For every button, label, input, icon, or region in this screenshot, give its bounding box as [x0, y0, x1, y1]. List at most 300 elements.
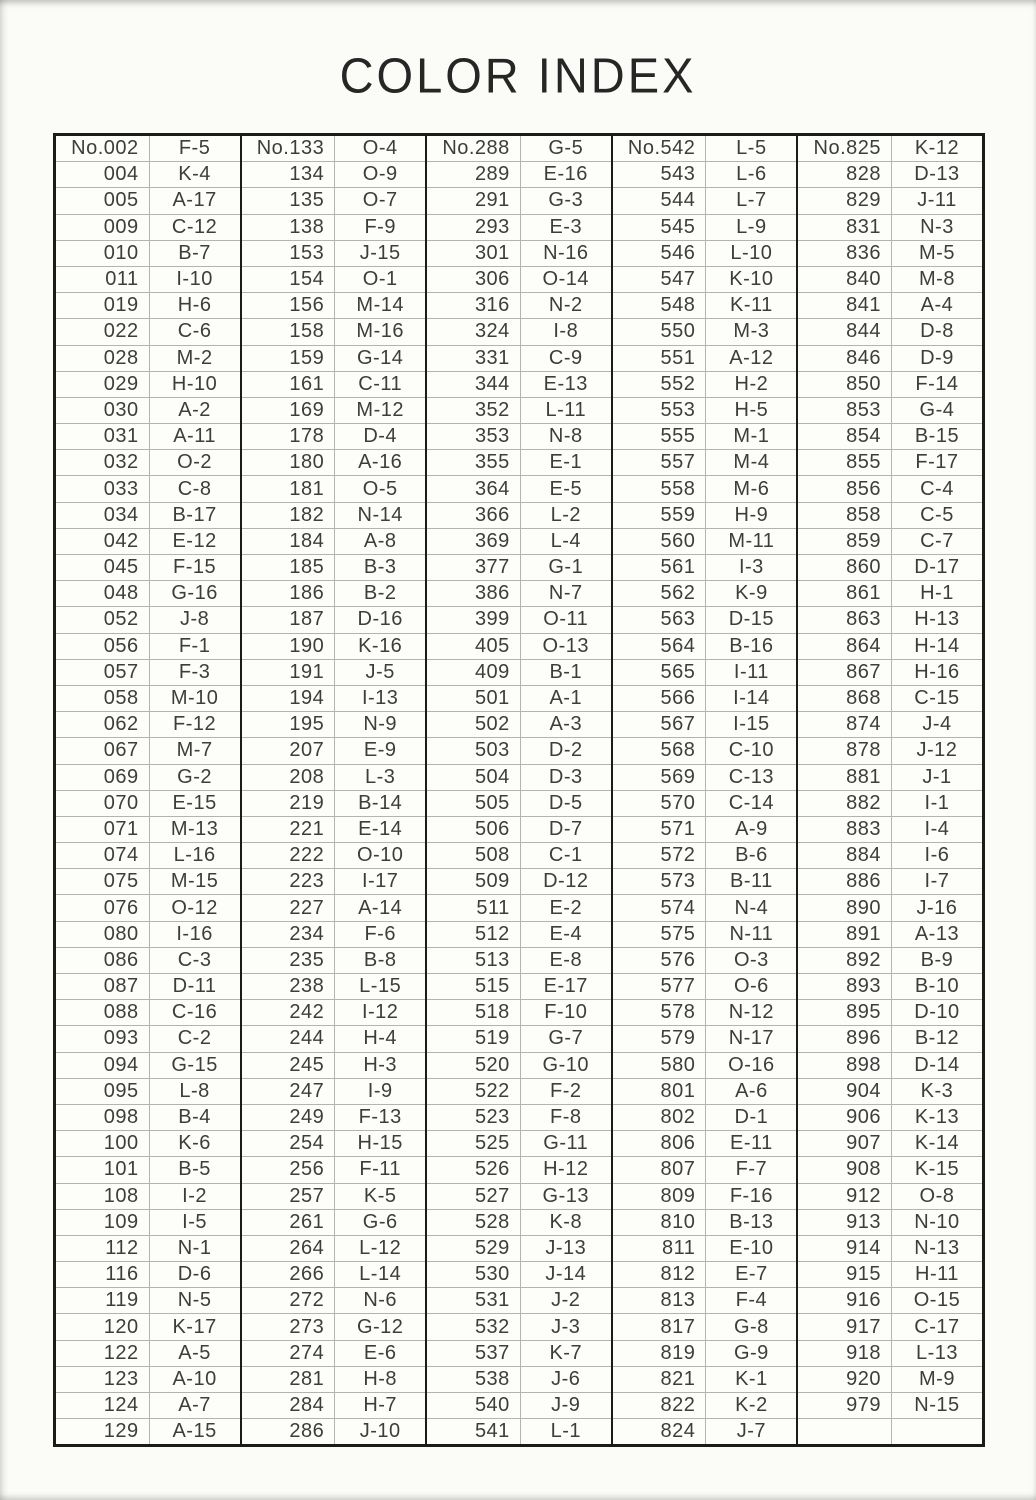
color-number-cell: 234: [242, 922, 336, 947]
table-row: [427, 371, 611, 397]
table-row: [242, 318, 426, 344]
color-number-cell: 028: [56, 346, 150, 371]
color-number-cell: 158: [242, 319, 336, 344]
grid-position-cell: H-14: [914, 634, 960, 657]
color-number-cell: 913: [798, 1210, 892, 1235]
color-number-cell: 515: [427, 974, 521, 999]
color-number-cell: 076: [56, 895, 150, 920]
grid-position-cell: L-3: [364, 765, 396, 788]
color-number-cell: 553: [613, 398, 707, 423]
color-number-cell: 100: [56, 1131, 150, 1156]
color-number-cell: 860: [798, 555, 892, 580]
table-row: [242, 633, 426, 659]
grid-position-cell: O-3: [733, 948, 769, 971]
grid-position-cell: A-13: [914, 922, 960, 945]
color-number-cell: 291: [427, 188, 521, 213]
table-row: [613, 1156, 797, 1182]
grid-position-cell: F-10: [544, 1001, 588, 1024]
table-row: [613, 136, 797, 161]
color-number-cell: 109: [56, 1210, 150, 1235]
grid-position-cell: N-17: [728, 1027, 775, 1050]
color-number-cell: 048: [56, 581, 150, 606]
grid-position-cell: G-13: [542, 1184, 590, 1207]
grid-position-cell: F-11: [359, 1158, 402, 1181]
color-number-cell: 891: [798, 922, 892, 947]
table-row: [613, 449, 797, 475]
grid-position-cell: I-10: [176, 268, 213, 291]
grid-position-cell: K-8: [549, 1210, 583, 1233]
color-number-cell: 863: [798, 607, 892, 632]
color-number-cell: 344: [427, 372, 521, 397]
table-row: [56, 973, 240, 999]
color-number-cell: 194: [242, 686, 336, 711]
color-number-cell: 543: [613, 162, 707, 187]
color-number-cell: 221: [242, 817, 336, 842]
grid-position-cell: G-7: [548, 1027, 584, 1050]
color-number-cell: 878: [798, 738, 892, 763]
table-row: [56, 1209, 240, 1235]
grid-position-cell: M-8: [919, 268, 955, 291]
grid-position-cell: A-14: [358, 896, 403, 919]
grid-position-cell: B-9: [920, 948, 954, 971]
table-row: [427, 187, 611, 213]
grid-position-cell: L-16: [173, 844, 216, 867]
color-number-cell: 399: [427, 607, 521, 632]
color-number-cell: 858: [798, 503, 892, 528]
color-number-cell: 916: [798, 1288, 892, 1313]
color-number-cell: 190: [242, 634, 336, 659]
table-row: [242, 1156, 426, 1182]
color-number-cell: 095: [56, 1079, 150, 1104]
grid-position-cell: L-2: [550, 503, 581, 526]
table-row: [798, 423, 982, 449]
color-number-cell: 567: [613, 712, 707, 737]
grid-position-cell: M-15: [170, 870, 219, 893]
grid-position-cell: F-15: [173, 556, 217, 579]
table-row: [56, 947, 240, 973]
table-row: [56, 606, 240, 632]
table-row: [242, 528, 426, 554]
table-row: [613, 816, 797, 842]
table-row: [613, 1209, 797, 1235]
table-row: [427, 528, 611, 554]
table-row: [56, 449, 240, 475]
grid-position-cell: K-12: [914, 137, 960, 160]
color-number-cell: 186: [242, 581, 336, 606]
color-number-cell: 056: [56, 634, 150, 659]
table-row: [242, 659, 426, 685]
grid-position-cell: K-4: [178, 163, 211, 186]
table-row: [56, 999, 240, 1025]
grid-position-cell: F-8: [550, 1106, 582, 1129]
table-row: [242, 1183, 426, 1209]
table-row: [613, 1418, 797, 1444]
table-row: [242, 711, 426, 737]
grid-position-cell: J-11: [917, 189, 957, 212]
grid-position-cell: C-5: [920, 503, 954, 526]
table-row: [613, 1025, 797, 1051]
grid-position-cell: K-13: [914, 1106, 960, 1129]
color-number-cell: 573: [613, 869, 707, 894]
grid-position-cell: A-8: [363, 529, 397, 552]
grid-position-cell: I-8: [553, 320, 579, 343]
grid-position-cell: B-6: [735, 844, 768, 867]
table-row: [242, 1052, 426, 1078]
grid-position-cell: M-7: [176, 739, 213, 762]
color-index-table: [53, 133, 985, 1447]
color-number-cell: 979: [798, 1393, 892, 1418]
table-row: [613, 266, 797, 292]
grid-position-cell: C-17: [914, 1315, 960, 1338]
color-number-cell: 191: [242, 660, 336, 685]
grid-position-cell: A-16: [358, 451, 403, 474]
grid-position-cell: E-11: [730, 1132, 773, 1155]
grid-position-cell: A-6: [735, 1079, 768, 1102]
color-number-cell: 868: [798, 686, 892, 711]
grid-position-cell: C-8: [177, 477, 212, 500]
color-number-cell: 129: [56, 1419, 150, 1444]
grid-position-cell: A-9: [735, 817, 768, 840]
color-number-cell: 853: [798, 398, 892, 423]
table-row: [56, 1235, 240, 1261]
grid-position-cell: L-11: [545, 398, 587, 421]
table-row: [56, 1287, 240, 1313]
table-row: [613, 685, 797, 711]
color-number-cell: 019: [56, 293, 150, 318]
table-row: [56, 475, 240, 501]
table-row: [427, 423, 611, 449]
grid-position-cell: L-1: [550, 1420, 581, 1443]
grid-position-cell: I-4: [924, 817, 950, 840]
grid-position-cell: D-6: [177, 1263, 212, 1286]
color-number-cell: No.002: [56, 136, 150, 161]
color-number-cell: 377: [427, 555, 521, 580]
grid-position-cell: N-14: [357, 503, 403, 526]
table-row: [242, 1235, 426, 1261]
color-number-cell: 867: [798, 660, 892, 685]
grid-position-cell: N-15: [914, 1394, 960, 1417]
color-number-cell: 912: [798, 1184, 892, 1209]
table-row: [56, 187, 240, 213]
table-row: [798, 737, 982, 763]
color-number-cell: 882: [798, 791, 892, 816]
color-number-cell: 560: [613, 529, 707, 554]
table-row: [613, 187, 797, 213]
color-number-cell: 907: [798, 1131, 892, 1156]
grid-position-cell: N-5: [177, 1289, 212, 1312]
table-row: [56, 1052, 240, 1078]
table-row: [798, 475, 982, 501]
color-number-cell: 249: [242, 1105, 336, 1130]
table-row: [613, 371, 797, 397]
table-row: [798, 816, 982, 842]
color-number-cell: 052: [56, 607, 150, 632]
table-row: [56, 502, 240, 528]
color-number-cell: 219: [242, 791, 336, 816]
color-number-cell: 369: [427, 529, 521, 554]
table-row: [56, 842, 240, 868]
color-number-cell: 523: [427, 1105, 521, 1130]
table-row: [56, 1261, 240, 1287]
grid-position-cell: D-17: [914, 556, 960, 579]
grid-position-cell: M-1: [733, 425, 770, 448]
color-number-cell: 824: [613, 1419, 707, 1444]
table-row: [427, 1078, 611, 1104]
color-number-cell: 075: [56, 869, 150, 894]
table-row: [798, 1104, 982, 1130]
color-number-cell: 561: [613, 555, 707, 580]
color-number-cell: 541: [427, 1419, 521, 1444]
color-number-cell: 886: [798, 869, 892, 894]
table-row: [798, 1366, 982, 1392]
color-number-cell: 316: [427, 293, 521, 318]
table-row: [56, 554, 240, 580]
table-row: [798, 528, 982, 554]
grid-position-cell: J-3: [551, 1315, 581, 1338]
grid-position-cell: J-4: [922, 713, 952, 736]
grid-position-cell: D-16: [357, 608, 403, 631]
color-number-cell: 503: [427, 738, 521, 763]
grid-position-cell: L-13: [915, 1341, 958, 1364]
grid-position-cell: L-4: [550, 529, 581, 552]
table-row: [56, 1366, 240, 1392]
color-number-cell: 057: [56, 660, 150, 685]
grid-position-cell: D-8: [920, 320, 954, 343]
grid-position-cell: J-15: [359, 241, 401, 264]
table-row: [242, 947, 426, 973]
grid-position-cell: A-1: [549, 687, 583, 710]
table-row: [242, 868, 426, 894]
table-row: [613, 973, 797, 999]
table-row: [427, 1261, 611, 1287]
table-row: [427, 921, 611, 947]
color-number-cell: 914: [798, 1236, 892, 1261]
table-row: [427, 580, 611, 606]
color-number-cell: 579: [613, 1026, 707, 1051]
table-row: [427, 1183, 611, 1209]
color-number-cell: 527: [427, 1184, 521, 1209]
table-row: [798, 999, 982, 1025]
grid-position-cell: H-2: [734, 372, 769, 395]
table-row: [56, 659, 240, 685]
grid-position-cell: I-6: [924, 844, 950, 867]
grid-position-cell: B-16: [729, 634, 774, 657]
color-number-cell: 208: [242, 765, 336, 790]
table-row: [56, 1418, 240, 1444]
table-column-group-1: [56, 136, 240, 1444]
grid-position-cell: B-12: [914, 1027, 960, 1050]
grid-position-cell: B-7: [178, 241, 211, 264]
grid-position-cell: J-5: [365, 660, 395, 683]
grid-position-cell: C-14: [728, 791, 775, 814]
table-row: [242, 685, 426, 711]
table-row: [427, 136, 611, 161]
grid-position-cell: K-3: [920, 1079, 954, 1102]
grid-position-cell: I-7: [924, 870, 950, 893]
color-number-cell: 568: [613, 738, 707, 763]
color-number-cell: 154: [242, 267, 336, 292]
table-row: [56, 1130, 240, 1156]
color-number-cell: 245: [242, 1053, 336, 1078]
table-row: [242, 764, 426, 790]
color-number-cell: 182: [242, 503, 336, 528]
grid-position-cell: B-3: [363, 556, 397, 579]
table-row: [56, 580, 240, 606]
table-row: [242, 816, 426, 842]
color-number-cell: 908: [798, 1157, 892, 1182]
color-number-cell: 918: [798, 1341, 892, 1366]
grid-position-cell: B-14: [358, 791, 403, 814]
table-row: [798, 1418, 982, 1444]
color-number-cell: 093: [56, 1026, 150, 1051]
grid-position-cell: G-14: [356, 346, 404, 369]
color-number-cell: 289: [427, 162, 521, 187]
table-row: [56, 371, 240, 397]
table-row: [613, 659, 797, 685]
table-row: [613, 528, 797, 554]
color-number-cell: 506: [427, 817, 521, 842]
grid-position-cell: B-1: [549, 660, 583, 683]
color-number-cell: 266: [242, 1262, 336, 1287]
color-number-cell: 511: [427, 895, 521, 920]
table-row: [427, 947, 611, 973]
table-row: [56, 136, 240, 161]
grid-position-cell: D-4: [363, 425, 398, 448]
table-column-group-4: [611, 136, 797, 1444]
table-row: [613, 292, 797, 318]
table-column-group-5: [796, 136, 982, 1444]
color-number-cell: 062: [56, 712, 150, 737]
color-number-cell: 920: [798, 1367, 892, 1392]
table-row: [798, 397, 982, 423]
grid-position-cell: A-3: [549, 713, 583, 736]
color-number-cell: 538: [427, 1367, 521, 1392]
table-row: [56, 868, 240, 894]
table-row: [427, 1418, 611, 1444]
color-number-cell: 840: [798, 267, 892, 292]
table-row: [798, 947, 982, 973]
color-number-cell: No.542: [613, 136, 707, 161]
color-number-cell: 895: [798, 1000, 892, 1025]
color-number-cell: 247: [242, 1079, 336, 1104]
table-row: [242, 790, 426, 816]
grid-position-cell: A-2: [178, 398, 211, 421]
color-number-cell: 244: [242, 1026, 336, 1051]
grid-position-cell: K-5: [363, 1184, 397, 1207]
color-number-cell: 005: [56, 188, 150, 213]
grid-position-cell: E-5: [549, 477, 583, 500]
table-row: [56, 1313, 240, 1339]
table-row: [798, 685, 982, 711]
grid-position-cell: K-17: [172, 1315, 217, 1338]
color-number-cell: 042: [56, 529, 150, 554]
color-number-cell: 850: [798, 372, 892, 397]
color-number-cell: 069: [56, 765, 150, 790]
color-number-cell: 067: [56, 738, 150, 763]
table-row: [242, 449, 426, 475]
grid-position-cell: O-8: [919, 1184, 955, 1207]
color-number-cell: 558: [613, 476, 707, 501]
color-number-cell: 074: [56, 843, 150, 868]
grid-position-cell: H-11: [915, 1263, 959, 1286]
grid-position-cell: E-9: [363, 739, 397, 762]
grid-position-cell: O-9: [362, 163, 398, 186]
color-number-cell: 577: [613, 974, 707, 999]
color-number-cell: 058: [56, 686, 150, 711]
table-row: [56, 214, 240, 240]
color-number-cell: 518: [427, 1000, 521, 1025]
table-row: [242, 136, 426, 161]
grid-position-cell: A-12: [729, 346, 774, 369]
color-number-cell: 528: [427, 1210, 521, 1235]
grid-position-cell: N-7: [548, 582, 583, 605]
table-row: [56, 161, 240, 187]
grid-position-cell: B-17: [172, 503, 217, 526]
table-row: [798, 1340, 982, 1366]
color-number-cell: 029: [56, 372, 150, 397]
color-number-cell: 532: [427, 1314, 521, 1339]
color-number-cell: 544: [613, 188, 707, 213]
grid-position-cell: A-15: [172, 1420, 217, 1443]
grid-position-cell: G-5: [548, 137, 584, 160]
table-row: [56, 737, 240, 763]
grid-position-cell: D-5: [548, 791, 583, 814]
color-number-cell: 566: [613, 686, 707, 711]
table-row: [242, 423, 426, 449]
grid-position-cell: [892, 1419, 982, 1444]
color-number-cell: 306: [427, 267, 521, 292]
grid-position-cell: N-6: [363, 1289, 398, 1312]
table-row: [798, 1235, 982, 1261]
grid-position-cell: I-9: [367, 1079, 393, 1102]
color-number-cell: 836: [798, 241, 892, 266]
color-number-cell: 508: [427, 843, 521, 868]
color-number-cell: 892: [798, 948, 892, 973]
table-row: [242, 1287, 426, 1313]
color-number-cell: 122: [56, 1341, 150, 1366]
grid-position-cell: H-13: [914, 608, 960, 631]
grid-position-cell: M-12: [356, 398, 404, 421]
grid-position-cell: G-8: [733, 1315, 769, 1338]
color-number-cell: 405: [427, 634, 521, 659]
table-row: [242, 1078, 426, 1104]
table-row: [798, 240, 982, 266]
grid-position-cell: G-2: [177, 765, 213, 788]
table-row: [242, 475, 426, 501]
color-number-cell: 530: [427, 1262, 521, 1287]
grid-position-cell: N-1: [177, 1236, 212, 1259]
table-row: [242, 214, 426, 240]
table-row: [56, 894, 240, 920]
table-row: [798, 894, 982, 920]
color-number-cell: 821: [613, 1367, 707, 1392]
color-number-cell: 890: [798, 895, 892, 920]
color-number-cell: 801: [613, 1079, 707, 1104]
table-row: [613, 502, 797, 528]
grid-position-cell: G-10: [542, 1053, 590, 1076]
table-row: [242, 1130, 426, 1156]
grid-position-cell: I-11: [733, 660, 769, 683]
table-row: [242, 292, 426, 318]
grid-position-cell: D-12: [543, 870, 589, 893]
color-number-cell: 094: [56, 1053, 150, 1078]
grid-position-cell: E-10: [729, 1236, 774, 1259]
table-row: [427, 973, 611, 999]
color-number-cell: 153: [242, 241, 336, 266]
grid-position-cell: O-13: [542, 634, 590, 657]
table-row: [242, 894, 426, 920]
color-number-cell: 138: [242, 215, 336, 240]
